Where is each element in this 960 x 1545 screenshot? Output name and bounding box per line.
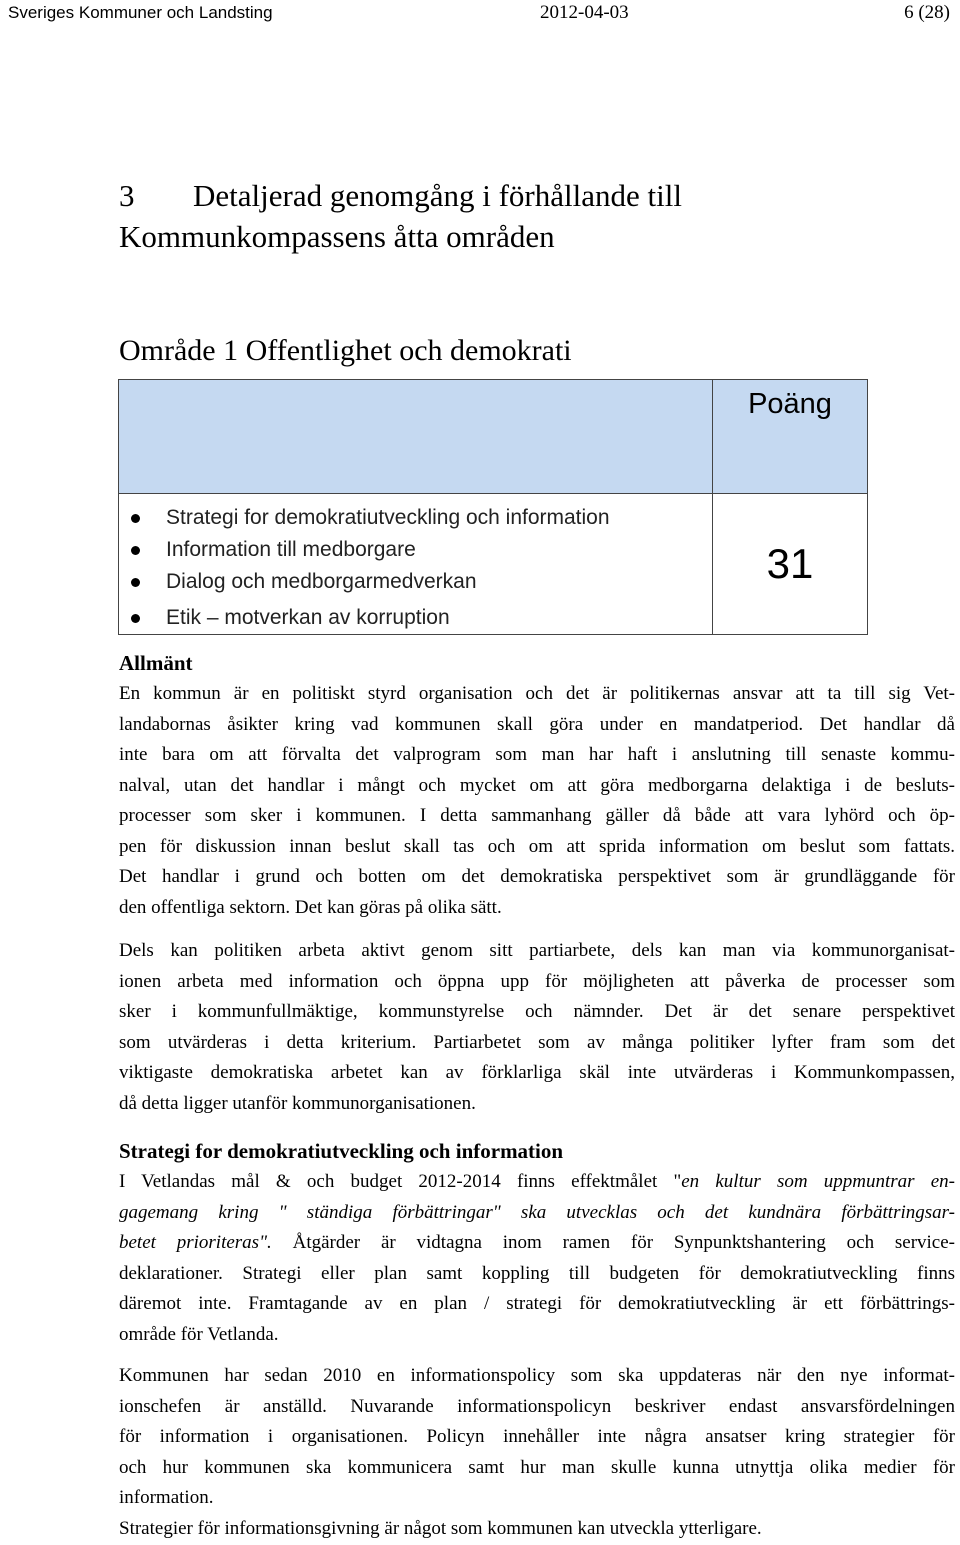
section-number: 3	[119, 178, 135, 213]
strategy-paragraph-2	[119, 1361, 955, 1544]
text-line: ionschefen är anställd. Nuvarande informationspolicyn beskriver endast ansvarsfördelningen	[119, 1395, 955, 1417]
general-paragraph-1	[119, 679, 955, 923]
text-line: däremot inte. Framtagande av en plan / strategi för demokratiutveckling är ett förbättrings-	[119, 1293, 955, 1314]
criteria-item: Dialog och medborgarmedverkan	[129, 566, 712, 598]
text-line: gagemang kring " ständiga förbättringar" ska utvecklas och det kundnära förbättringsar-	[119, 1201, 955, 1223]
text-line: processer som sker i kommunen. I detta sammanhang gäller då både att vara lyhörd och öp-	[119, 805, 955, 826]
criteria-item: Etik – motverkan av korruption	[129, 602, 712, 634]
score-value: 31	[713, 494, 868, 635]
text-line: för information i organisationen. Policyn innehåller inte några ansatser kring strategier för	[119, 1426, 955, 1447]
text-line: nalval, utan det handlar i mångt och mycket om att göra medborgarna delaktiga i de besluts-	[119, 774, 955, 796]
criteria-cell	[119, 494, 713, 635]
text-line: I Vetlandas mål & och budget 2012-2014 finns effektmålet "en kultur som uppmuntrar en-	[119, 1171, 956, 1192]
text-line: då detta ligger utanför kommunorganisationen.	[119, 1092, 476, 1114]
area-title: Område 1 Offentlighet och demokrati	[119, 334, 572, 367]
section-title-line-2: Kommunkompassens åtta områden	[119, 219, 555, 254]
text-line: och hur kommunen ska kommunicera samt hur man skulle kunna utnyttja olika medier för	[119, 1456, 955, 1478]
text-line: Dels kan politiken arbeta aktivt genom sitt partiarbete, dels kan man via kommunorganisat-	[119, 940, 955, 961]
criteria-item: Information till medborgare	[129, 534, 712, 566]
section-title-line-1: Detaljerad genomgång i förhållande till	[193, 178, 682, 213]
text-line: landabornas åsikter kring vad kommunen skall göra under en mandatperiod. Det handlar då	[119, 713, 955, 735]
general-heading: Allmänt	[119, 651, 193, 675]
text-line: information.	[119, 1487, 214, 1508]
bullet-icon	[131, 614, 140, 623]
score-table	[118, 379, 868, 635]
criteria-list	[119, 502, 712, 634]
page-header	[0, 0, 960, 28]
strategy-section	[119, 1135, 955, 1350]
text-line: område för Vetlanda.	[119, 1323, 279, 1345]
strategy-heading: Strategi for demokratiutveckling och information	[119, 1139, 564, 1163]
text-line: ionen arbeta med information och öppna upp för möjligheten att påverka de processer som	[119, 970, 955, 992]
bullet-icon	[131, 546, 140, 555]
text-line: En kommun är en politiskt styrd organisation och det är politikernas ansvar att ta till sig Vet-	[119, 683, 955, 704]
general-paragraph-2	[119, 936, 955, 1119]
text-line: viktigaste demokratiska arbetet kan av förklarliga skäl inte utvärderas i Kommunkompassen,	[119, 1062, 955, 1083]
text-line: inte bara om att förvalta det valprogram som man har haft i anslutning till senaste kommu-	[119, 744, 955, 765]
score-table-header-blank	[119, 380, 713, 494]
text-line: sker i kommunfullmäktige, kommunstyrelse och nämnder. Det är det senare perspektivet	[119, 1001, 955, 1022]
text-line: deklarationer. Strategi eller plan samt koppling till budgeten för demokratiutveckling finns	[119, 1262, 955, 1284]
document-date: 2012-04-03	[540, 2, 629, 23]
text-line: betet prioriteras". Åtgärder är vidtagna inom ramen för Synpunktshantering och service-	[119, 1232, 955, 1253]
criteria-item: Strategi for demokratiutveckling och information	[129, 502, 712, 534]
section-heading	[119, 175, 819, 257]
text-line: som utvärderas i detta kriterium. Partiarbetet som av många politiker lyfter fram som det	[119, 1031, 955, 1053]
text-line: Strategier för informationsgivning är något som kommunen kan utveckla ytterligare.	[119, 1517, 762, 1539]
page-number: 6 (28)	[904, 2, 950, 23]
score-header: Poäng	[713, 380, 868, 494]
bullet-icon	[131, 578, 140, 587]
general-section	[119, 647, 955, 923]
bullet-icon	[131, 514, 140, 523]
text-line: Kommunen har sedan 2010 en informationspolicy som ska uppdateras när den nye informat-	[119, 1365, 955, 1386]
text-line: pen för diskussion innan beslut skall tas och om att sprida information om beslut som fattats.	[119, 835, 955, 857]
text-line: den offentliga sektorn. Det kan göras på olika sätt.	[119, 896, 502, 918]
organization-name: Sveriges Kommuner och Landsting	[8, 3, 273, 22]
text-line: Det handlar i grund och botten om det demokratiska perspektivet som är grundläggande för	[119, 866, 955, 887]
